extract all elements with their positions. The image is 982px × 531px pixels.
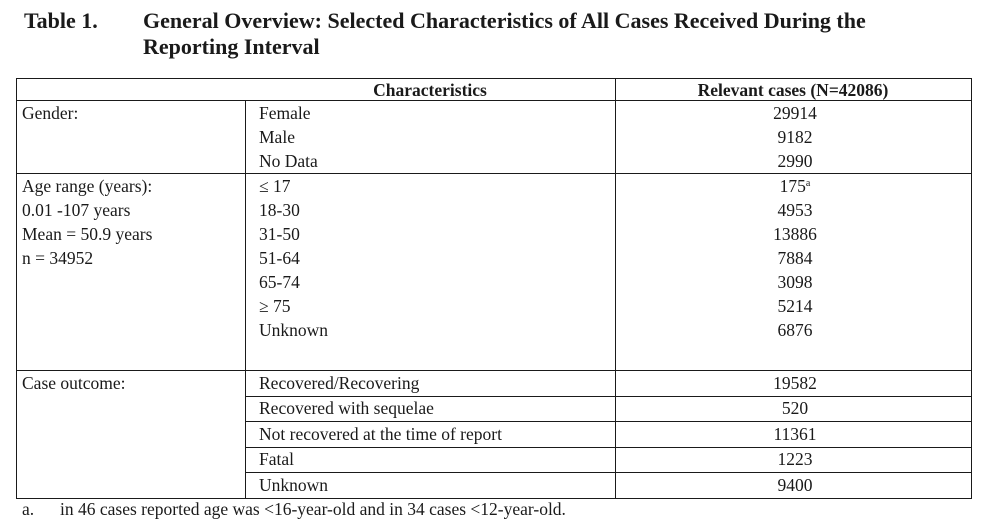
outcome-item: Recovered/Recovering [259, 373, 420, 393]
age-value: 6876 [777, 320, 813, 340]
age-range-value: 0.01 -107 years [22, 200, 131, 220]
gender-label: Gender: [22, 103, 79, 123]
outcome-value: 11361 [773, 424, 817, 444]
table-left-border [16, 78, 17, 499]
outcome-value: 520 [781, 398, 809, 418]
gender-section-rule [16, 173, 972, 174]
column-divider-2 [615, 78, 616, 498]
header-relevant-cases: Relevant cases (N=42086) [697, 80, 889, 100]
outcome-item: Recovered with sequelae [259, 398, 434, 418]
table-title: General Overview: Selected Characteristics of All Cases Received During the Reporting Interval [143, 8, 866, 59]
gender-item: Male [259, 127, 295, 147]
age-value: 4953 [777, 200, 813, 220]
age-item: 18-30 [259, 200, 300, 220]
column-divider-1 [245, 100, 246, 498]
age-section-rule [16, 370, 972, 371]
age-n: n = 34952 [22, 248, 94, 268]
age-value: 175$^a$ [779, 176, 811, 196]
age-range-label: Age range (years): [22, 176, 153, 196]
age-value: 3098 [777, 272, 813, 292]
age-value: 13886 [773, 224, 817, 244]
header-characteristics: Characteristics [373, 80, 487, 100]
gender-value: 29914 [773, 103, 817, 123]
characteristics-table [16, 78, 972, 498]
age-mean: Mean = 50.9 years [22, 224, 153, 244]
gender-value: 2990 [777, 151, 813, 171]
footnote-reference: a [805, 178, 811, 189]
gender-item: Female [259, 103, 311, 123]
age-value: 7884 [777, 248, 813, 268]
footnote-mark: a. [22, 499, 35, 519]
age-item: 31-50 [259, 224, 300, 244]
outcome-value: 9400 [777, 475, 813, 495]
outcome-row-rule [245, 421, 972, 422]
outcome-item: Unknown [259, 475, 329, 495]
outcome-item: Not recovered at the time of report [259, 424, 502, 444]
gender-value: 9182 [777, 127, 813, 147]
age-item: 51-64 [259, 248, 300, 268]
outcome-value: 1223 [777, 449, 813, 469]
age-value: 5214 [777, 296, 813, 316]
gender-item: No Data [259, 151, 318, 171]
table-right-border [971, 78, 972, 499]
age-item: ≤ 17 [259, 176, 291, 196]
age-item: Unknown [259, 320, 329, 340]
age-item: ≥ 75 [259, 296, 291, 316]
outcome-label: Case outcome: [22, 373, 126, 393]
table-label: Table 1. [24, 8, 98, 33]
footnote-text: in 46 cases reported age was <16-year-old and in 34 cases <12-year-old. [60, 499, 566, 519]
outcome-value: 19582 [773, 373, 817, 393]
outcome-row-rule [245, 472, 972, 473]
age-item: 65-74 [259, 272, 300, 292]
outcome-item: Fatal [259, 449, 294, 469]
